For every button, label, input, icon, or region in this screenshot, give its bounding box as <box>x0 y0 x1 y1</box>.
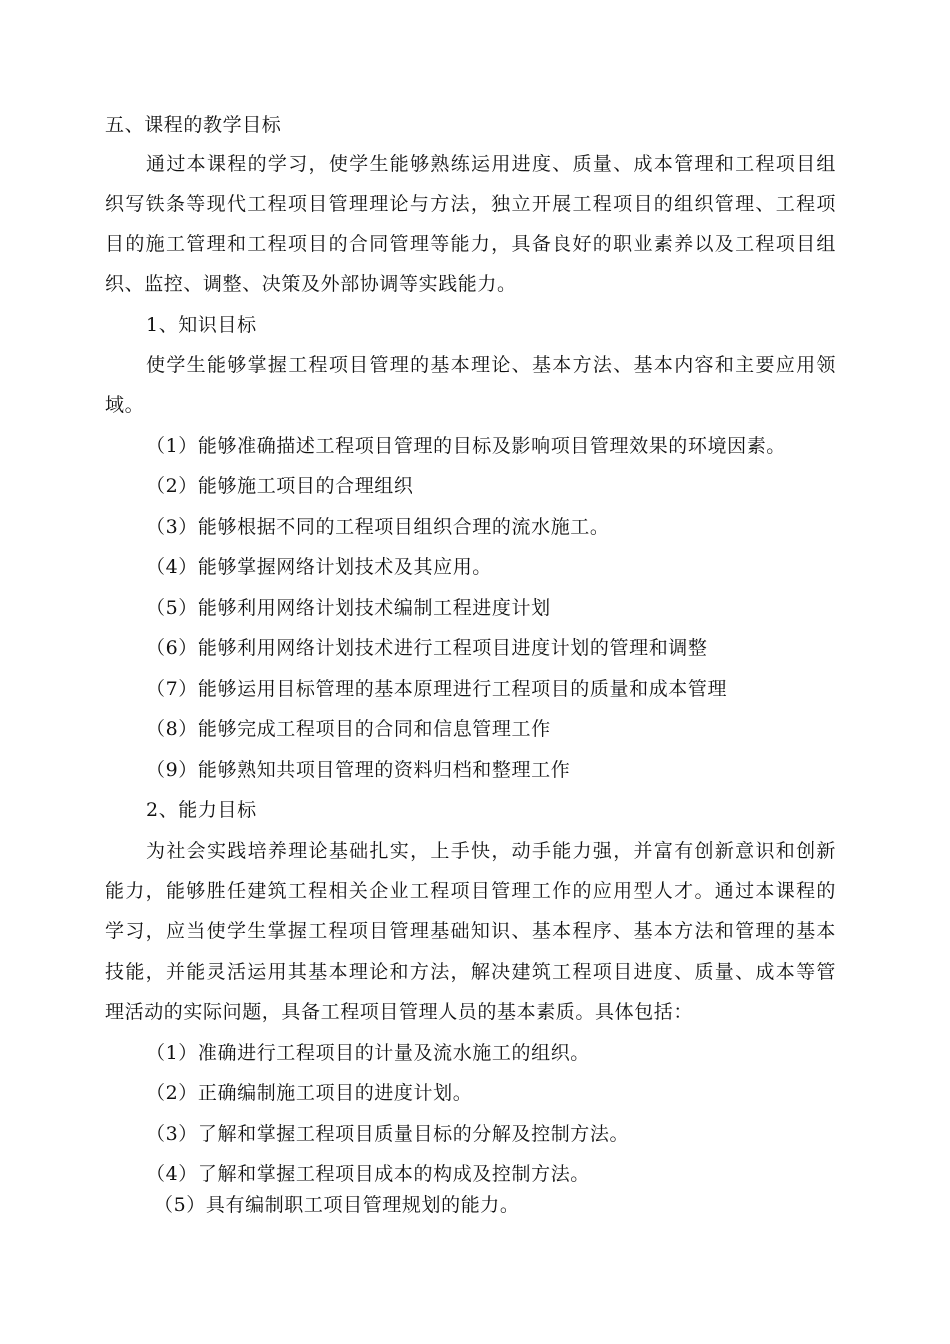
ability-intro-line: 为社会实践培养理论基础扎实，上手快，动手能力强，并富有创新意识和创新 <box>146 840 836 862</box>
ability-intro-line: 理活动的实际问题，具备工程项目管理人员的基本素质。具体包括： <box>105 1001 694 1023</box>
knowledge-intro-line: 域。 <box>105 394 145 416</box>
intro-line: 目的施工管理和工程项目的合同管理等能力，具备良好的职业素养以及工程项目组 <box>105 233 836 255</box>
list-item: （4）能够掌握网络计划技术及其应用。 <box>146 556 492 578</box>
list-item: （1）准确进行工程项目的计量及流水施工的组织。 <box>146 1042 590 1064</box>
list-item: （3）能够根据不同的工程项目组织合理的流水施工。 <box>146 516 610 538</box>
list-item: （5）具有编制职工项目管理规划的能力。 <box>154 1194 520 1216</box>
ability-heading: 2、能力目标 <box>146 799 257 821</box>
list-item: （3）了解和掌握工程项目质量目标的分解及控制方法。 <box>146 1123 630 1145</box>
section-title: 五、课程的教学目标 <box>105 114 282 136</box>
ability-intro-line: 技能，并能灵活运用其基本理论和方法，解决建筑工程项目进度、质量、成本等管 <box>105 961 836 983</box>
list-item: （8）能够完成工程项目的合同和信息管理工作 <box>146 718 551 740</box>
intro-line: 通过本课程的学习，使学生能够熟练运用进度、质量、成本管理和工程项目组 <box>146 153 836 175</box>
list-item: （2）正确编制施工项目的进度计划。 <box>146 1082 473 1104</box>
ability-intro-line: 学习，应当使学生掌握工程项目管理基础知识、基本程序、基本方法和管理的基本 <box>105 920 836 942</box>
list-item: （6）能够利用网络计划技术进行工程项目进度计划的管理和调整 <box>146 637 708 659</box>
knowledge-intro-line: 使学生能够掌握工程项目管理的基本理论、基本方法、基本内容和主要应用领 <box>146 354 836 376</box>
intro-line: 织写铁条等现代工程项目管理理论与方法，独立开展工程项目的组织管理、工程项 <box>105 193 836 215</box>
list-item: （7）能够运用目标管理的基本原理进行工程项目的质量和成本管理 <box>146 678 728 700</box>
list-item: （1）能够准确描述工程项目管理的目标及影响项目管理效果的环境因素。 <box>146 435 786 457</box>
knowledge-heading: 1、知识目标 <box>146 314 257 336</box>
ability-intro-line: 能力，能够胜任建筑工程相关企业工程项目管理工作的应用型人才。通过本课程的 <box>105 880 836 902</box>
list-item: （5）能够利用网络计划技术编制工程进度计划 <box>146 597 551 619</box>
list-item: （4）了解和掌握工程项目成本的构成及控制方法。 <box>146 1163 590 1185</box>
intro-line: 织、监控、调整、决策及外部协调等实践能力。 <box>105 273 517 295</box>
list-item: （2）能够施工项目的合理组织 <box>146 475 414 497</box>
list-item: （9）能够熟知共项目管理的资料归档和整理工作 <box>146 759 571 781</box>
